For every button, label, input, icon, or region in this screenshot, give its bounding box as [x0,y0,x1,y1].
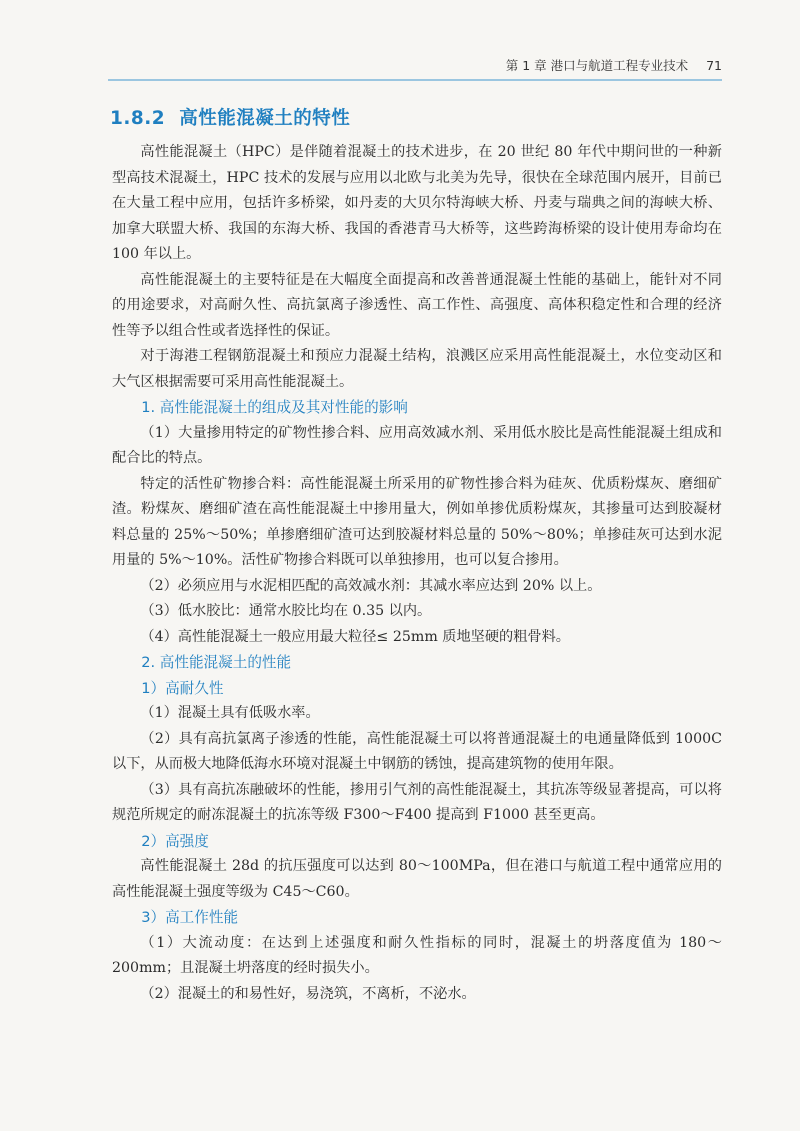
paragraph: （1）混凝土具有低吸水率。 [140,705,320,721]
sub-subheading: 3）高工作性能 [141,909,239,926]
chapter-title: 第 1 章 港口与航道工程专业技术 [505,58,689,73]
paragraph: （1）大流动度：在达到上述强度和耐久性指标的同时，混凝土的坍落度值为 180～200mm；且混凝土坍落度的经时损失小。 [112,934,722,976]
paragraph: 高性能混凝土（HPC）是伴随着混凝土的技术进步，在 20 世纪 80 年代中期问世的一种新型高技术混凝土，HPC 技术的发展与应用以北欧与北美为先导，很快在全球范围内展开，目前已在大量工程中应用，包括许多桥梁，如丹麦的大贝尔特海峡大桥、丹麦与瑞典之间的海峡大桥、加拿大联盟大桥、我国的东海大桥、我国的香港青马大桥等，这些跨海桥梁的设计使用寿命均在 100 年以上。 [112,144,722,262]
subheading: 1. 高性能混凝土的组成及其对性能的影响 [141,399,408,416]
paragraph: （2）具有高抗氯离子渗透的性能，高性能混凝土可以将普通混凝土的电通量降低到 1000C 以下，从而极大地降低海水环境对混凝土中钢筋的锈蚀，提高建筑物的使用年限。 [112,730,722,772]
body-text [112,140,722,1007]
paragraph: （2）混凝土的和易性好，易浇筑，不离析，不泌水。 [140,985,476,1002]
header-divider [108,79,722,81]
page-number: 71 [706,58,722,73]
section-heading [110,104,350,130]
running-header [110,56,722,80]
paragraph: 高性能混凝土 28d 的抗压强度可以达到 80～100MPa，但在港口与航道工程中通常应用的高性能混凝土强度等级为 C45～C60。 [112,858,722,900]
sub-subheading: 1）高耐久性 [141,679,224,697]
paragraph: 高性能混凝土的主要特征是在大幅度全面提高和改善普通混凝土性能的基础上，能针对不同的用途要求，对高耐久性、高抗氯离子渗透性、高工作性、高强度、高体积稳定性和合理的经济性等予以组合性或者选择性的保证。 [112,271,722,339]
paragraph: （3）低水胶比：通常水胶比均在 0.35 以内。 [140,603,432,619]
section-title-text: 高性能混凝土的特性 [179,108,351,129]
sub-subheading: 2）高强度 [141,832,209,850]
paragraph: （1）大量掺用特定的矿物性掺合料、应用高效减水剂、采用低水胶比是高性能混凝土组成和配合比的特点。 [112,424,722,466]
paragraph: 对于海港工程钢筋混凝土和预应力混凝土结构，浪溅区应采用高性能混凝土，水位变动区和大气区根据需要可采用高性能混凝土。 [112,348,722,390]
paragraph: （3）具有高抗冻融破坏的性能，掺用引气剂的高性能混凝土，其抗冻等级显著提高，可以将规范所规定的耐冻混凝土的抗冻等级 F300～F400 提高到 F1000 甚至更高。 [112,781,722,823]
paragraph: （4）高性能混凝土一般应用最大粒径≤ 25mm 质地坚硬的粗骨料。 [140,628,570,645]
section-number: 1.8.2 [110,108,166,129]
paragraph: 特定的活性矿物掺合料：高性能混凝土所采用的矿物性掺合料为硅灰、优质粉煤灰、磨细矿渣。粉煤灰、磨细矿渣在高性能混凝土中掺用量大，例如单掺优质粉煤灰，其掺量可达到胶凝材料总量的 25%～50%；单掺磨细矿渣可达到胶凝材料总量的 50%～80%；单掺硅灰可达到水泥用量的 5%～10%。活性矿物掺合料既可以单独掺用，也可以复合掺用。 [112,475,722,568]
paragraph: （2）必须应用与水泥相匹配的高效减水剂：其减水率应达到 20% 以上。 [140,577,602,594]
subheading: 2. 高性能混凝土的性能 [141,654,292,671]
